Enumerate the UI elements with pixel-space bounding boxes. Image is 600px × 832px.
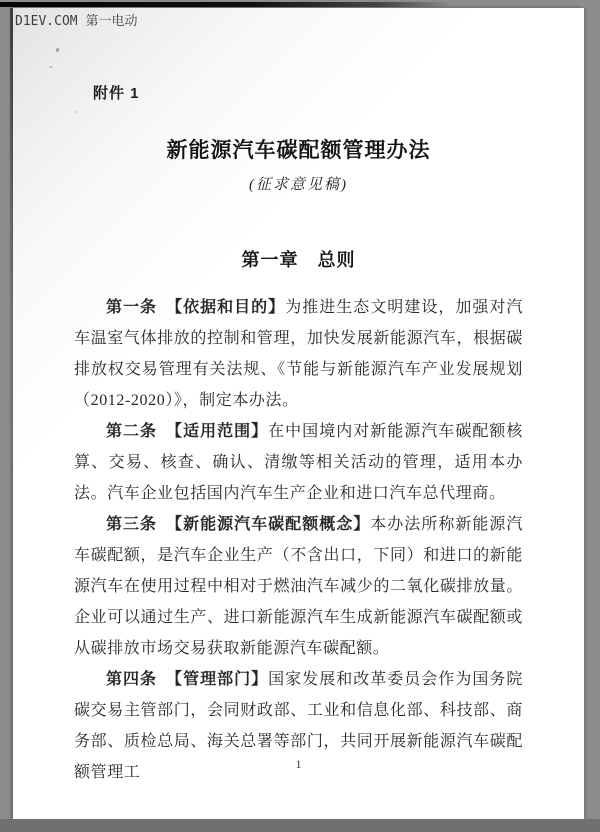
attachment-label: 附件 1	[93, 85, 140, 102]
scan-speckle	[55, 48, 59, 53]
document-body	[74, 292, 523, 788]
paragraph	[74, 292, 523, 416]
chapter-heading: 第一章 总则	[241, 250, 356, 270]
scan-bottom-edge-strip	[0, 819, 600, 832]
document-page	[13, 8, 584, 819]
scan-left-edge-shadow	[10, 8, 13, 318]
paragraph-text: 国家发展和改革委员会作为国务院碳交易主管部门，会同财政部、工业和信息化部、科技部、商务部、质检总局、海关总署等部门，共同开展新能源汽车碳配额管理工	[74, 671, 523, 781]
paragraph-lead: 第二条 【适用范围】	[106, 423, 269, 440]
scan-top-edge-artifact	[0, 2, 452, 7]
paragraph-text: 为推进生态文明建设，加强对汽车温室气体排放的控制和管理，加快发展新能源汽车，根据碳排放权交易管理有关法规、《节能与新能源汽车产业发展规划（2012-2020）》，制定本办法。	[74, 299, 523, 409]
scan-speckle	[75, 111, 78, 113]
page-number: 1	[295, 757, 302, 771]
paragraph-text: 在中国境内对新能源汽车碳配额核算、交易、核查、确认、清缴等相关活动的管理，适用本办法。汽车企业包括国内汽车生产企业和进口汽车总代理商。	[74, 423, 523, 502]
paragraph	[74, 416, 523, 509]
paragraph-text: 本办法所称新能源汽车碳配额，是汽车企业生产（不含出口，下同）和进口的新能源汽车在使用过程中相对于燃油汽车减少的二氧化碳排放量。企业可以通过生产、进口新能源汽车生成新能源汽车碳配额或从碳排放市场交易获取新能源汽车碳配额。	[74, 516, 523, 657]
watermark-text: D1EV.COM 第一电动	[15, 14, 138, 29]
document-subtitle: (征求意见稿)	[249, 177, 348, 193]
paragraph-lead: 第一条 【依据和目的】	[106, 299, 286, 316]
paragraph-lead: 第三条 【新能源汽车碳配额概念】	[106, 516, 371, 533]
paragraph	[74, 509, 523, 664]
scan-speckle	[49, 66, 53, 68]
paragraph-lead: 第四条 【管理部门】	[106, 671, 269, 688]
document-title: 新能源汽车碳配额管理办法	[166, 138, 431, 162]
